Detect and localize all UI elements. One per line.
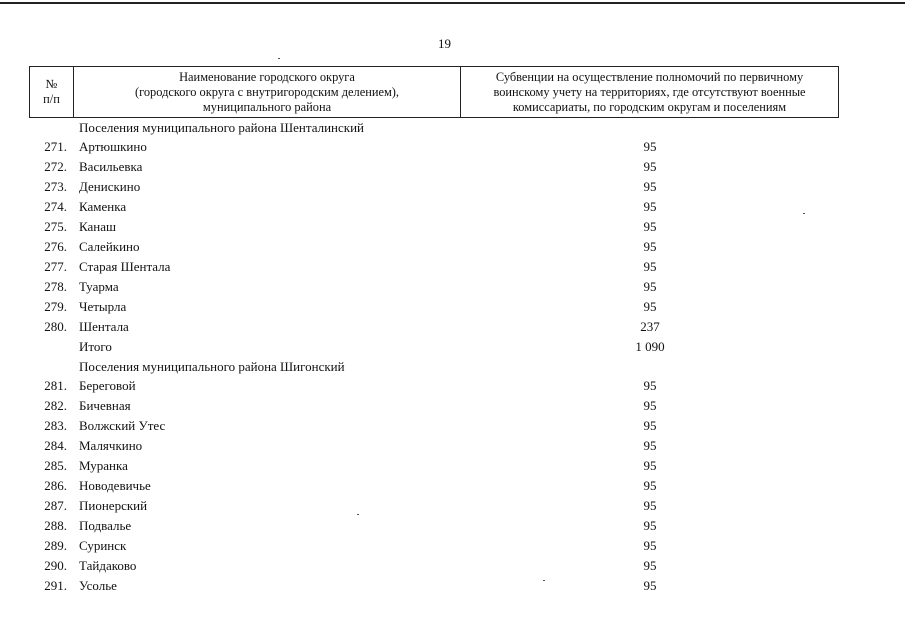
subsidy-value: 95: [643, 219, 657, 234]
row-number: 272.: [44, 159, 67, 174]
row-number: 279.: [44, 299, 67, 314]
subsidy-value: 95: [643, 259, 657, 274]
settlement-name: Четырла: [79, 299, 127, 314]
subsidy-value: 237: [640, 319, 660, 334]
settlement-name: Туарма: [79, 279, 119, 294]
row-number: 290.: [44, 558, 67, 573]
header-cell-subsidy: [461, 67, 838, 117]
settlement-name: Муранка: [79, 458, 128, 473]
settlement-name: Новодевичье: [79, 478, 151, 493]
total-row: [0, 337, 905, 357]
row-number: 273.: [44, 179, 67, 194]
subsidy-value: 95: [643, 518, 657, 533]
row-number: 271.: [44, 139, 67, 154]
subsidy-value: 95: [643, 498, 657, 513]
header-cell-number: [30, 67, 74, 117]
header-text: комиссариаты, по городским округам и поселениям: [512, 99, 787, 114]
table-row: [0, 396, 905, 416]
top-border-line: [0, 2, 905, 4]
header-text: Субвенции на осуществление полномочий по первичному: [495, 69, 804, 84]
table-row: [0, 157, 905, 177]
row-number: 277.: [44, 259, 67, 274]
row-number: 286.: [44, 478, 67, 493]
row-number: 275.: [44, 219, 67, 234]
row-number: 274.: [44, 199, 67, 214]
header-text: №: [45, 77, 58, 91]
settlement-name: Канаш: [79, 219, 117, 234]
scan-speck: [278, 58, 280, 59]
subsidy-value: 95: [643, 458, 657, 473]
row-number: 291.: [44, 578, 67, 593]
header-text: муниципального района: [202, 99, 332, 114]
section-heading-row: [0, 357, 905, 376]
table-row: [0, 516, 905, 536]
header-cell-name: [74, 67, 461, 117]
subsidy-value: 95: [643, 558, 657, 573]
settlement-name: Береговой: [79, 378, 136, 393]
settlement-name: Денискино: [79, 179, 141, 194]
row-number: 278.: [44, 279, 67, 294]
subsidy-value: 95: [643, 478, 657, 493]
subsidy-value: 95: [643, 139, 657, 154]
settlement-name: Каменка: [79, 199, 127, 214]
table-row: [0, 496, 905, 516]
settlement-name: Итого: [79, 339, 112, 354]
page-number: 19: [438, 36, 451, 51]
row-number: 289.: [44, 538, 67, 553]
subsidy-value: 1 090: [635, 339, 665, 354]
row-number: 281.: [44, 378, 67, 393]
table-row: [0, 257, 905, 277]
subsidy-value: 95: [643, 398, 657, 413]
subsidy-value: 95: [643, 199, 657, 214]
subsidy-value: 95: [643, 438, 657, 453]
settlement-name: Старая Шентала: [79, 259, 171, 274]
header-text: п/п: [43, 92, 60, 106]
settlement-name: Подвалье: [79, 518, 132, 533]
header-text: (городского округа с внутригородским делением),: [134, 84, 400, 99]
table-row: [0, 456, 905, 476]
table-row: [0, 416, 905, 436]
table-row: [0, 217, 905, 237]
table-row: [0, 177, 905, 197]
table-body: [0, 118, 905, 596]
table-row: [0, 137, 905, 157]
subsidy-value: 95: [643, 239, 657, 254]
table-row: [0, 197, 905, 217]
section-title: Поселения муниципального района Шигонский: [79, 359, 345, 374]
settlement-name: Бичевная: [79, 398, 131, 413]
table-row: [0, 277, 905, 297]
header-text: воинскому учету на территориях, где отсутствуют военные: [493, 84, 806, 99]
table-row: [0, 376, 905, 396]
table-header: [29, 66, 839, 118]
table-row: [0, 436, 905, 456]
subsidy-value: 95: [643, 418, 657, 433]
scan-speck: [543, 580, 545, 581]
section-title: Поселения муниципального района Шенталинский: [79, 120, 365, 135]
subsidy-value: 95: [643, 538, 657, 553]
subsidy-value: 95: [643, 279, 657, 294]
settlement-name: Тайдаково: [79, 558, 137, 573]
header-text: Наименование городского округа: [179, 69, 355, 84]
row-number: 285.: [44, 458, 67, 473]
subsidy-value: 95: [643, 378, 657, 393]
section-heading-row: [0, 118, 905, 137]
row-number: 283.: [44, 418, 67, 433]
settlement-name: Пионерский: [79, 498, 148, 513]
table-row: [0, 237, 905, 257]
row-number: 282.: [44, 398, 67, 413]
settlement-name: Малячкино: [79, 438, 143, 453]
settlement-name: Васильевка: [79, 159, 143, 174]
subsidy-value: 95: [643, 179, 657, 194]
table-row: [0, 297, 905, 317]
table-row: [0, 476, 905, 496]
settlement-name: Салейкино: [79, 239, 140, 254]
row-number: 280.: [44, 319, 67, 334]
settlement-name: Волжский Утес: [79, 418, 166, 433]
row-number: 288.: [44, 518, 67, 533]
subsidy-value: 95: [643, 578, 657, 593]
settlement-name: Суринск: [79, 538, 127, 553]
row-number: 287.: [44, 498, 67, 513]
table-row: [0, 317, 905, 337]
scan-speck: [803, 213, 805, 214]
settlement-name: Шентала: [79, 319, 129, 334]
table-row: [0, 556, 905, 576]
table-row: [0, 576, 905, 596]
scan-speck: [357, 514, 359, 515]
row-number: 276.: [44, 239, 67, 254]
settlement-name: Артюшкино: [79, 139, 147, 154]
row-number: 284.: [44, 438, 67, 453]
settlement-name: Усолье: [79, 578, 117, 593]
subsidy-value: 95: [643, 159, 657, 174]
subsidy-value: 95: [643, 299, 657, 314]
table-row: [0, 536, 905, 556]
